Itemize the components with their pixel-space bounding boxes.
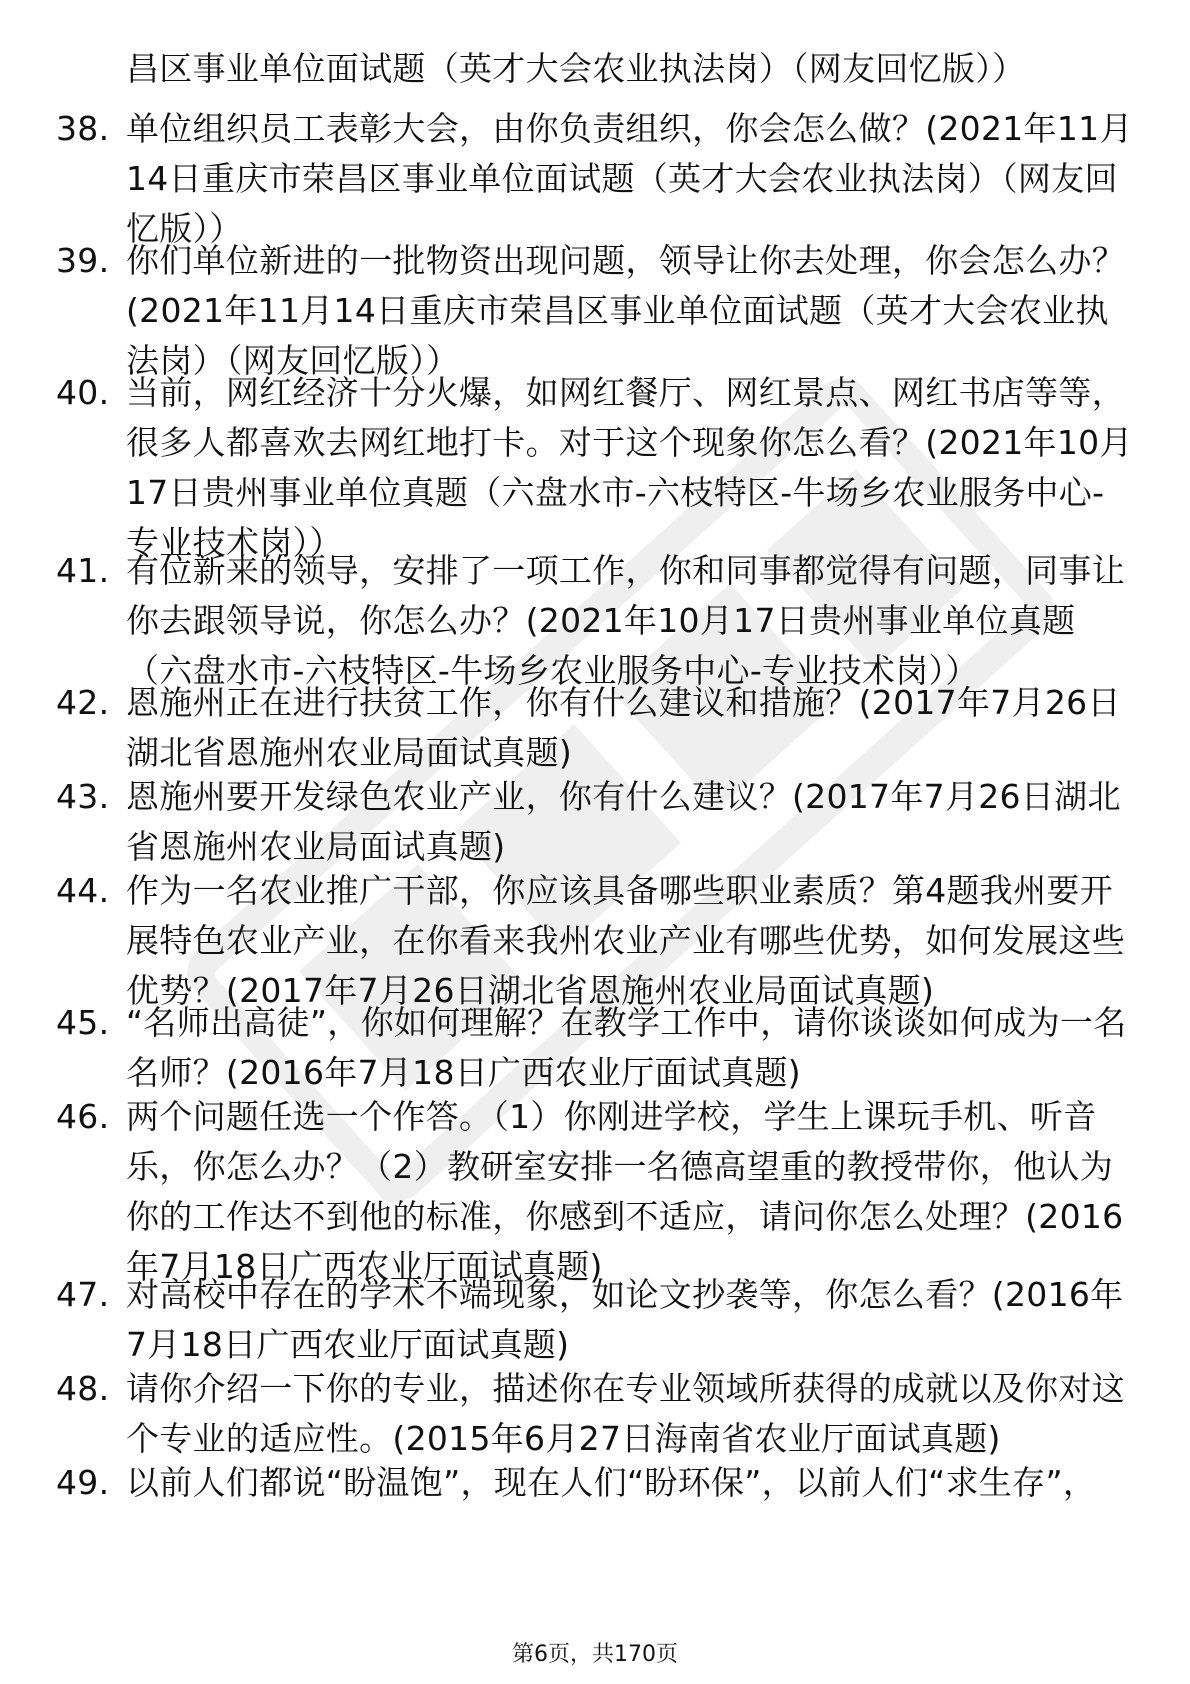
question-item xyxy=(56,866,1136,1016)
question-text: 以前人们都说“盼温饱”，现在人们“盼环保”，以前人们“求生存”， xyxy=(126,1463,1097,1502)
continuation-text: 昌区事业单位面试题（英才大会农业执法岗）（网友回忆版）） xyxy=(126,49,1026,88)
question-number: 48. xyxy=(56,1369,110,1408)
question-number: 39. xyxy=(56,241,110,280)
question-item xyxy=(56,678,1136,778)
question-number: 43. xyxy=(56,777,110,816)
question-text: 恩施州正在进行扶贫工作，你有什么建议和措施？(2017年7月26日湖北省恩施州农业局面试真题) xyxy=(126,683,1121,772)
question-item xyxy=(56,1364,1136,1464)
question-number: 47. xyxy=(56,1275,110,1314)
question-text: 请你介绍一下你的专业，描述你在专业领域所获得的成就以及你对这个专业的适应性。(2015年6月27日海南省农业厅面试真题) xyxy=(126,1369,1125,1458)
question-item xyxy=(56,1270,1136,1370)
question-item xyxy=(56,998,1136,1098)
question-text: 恩施州要开发绿色农业产业，你有什么建议？(2017年7月26日湖北省恩施州农业局面试真题) xyxy=(126,777,1121,866)
question-text: 当前，网红经济十分火爆，如网红餐厅、网红景点、网红书店等等，很多人都喜欢去网红地打卡。对于这个现象你怎么看？(2021年10月17日贵州事业单位真题（六盘水市-六枝特区-牛场乡农业服务中心-专业技术岗）） xyxy=(126,373,1133,562)
question-item xyxy=(56,104,1136,254)
question-text: 你们单位新进的一批物资出现问题，领导让你去处理，你会怎么办？(2021年11月14日重庆市荣昌区事业单位面试题（英才大会农业执法岗）（网友回忆版）） xyxy=(126,241,1125,380)
question-text: 作为一名农业推广干部，你应该具备哪些职业素质？第4题我州要开展特色农业产业，在你看来我州农业产业有哪些优势，如何发展这些优势？(2017年7月26日湖北省恩施州农业局面试真题) xyxy=(126,871,1125,1010)
question-number: 49. xyxy=(56,1463,110,1502)
question-text: “名师出高徒”，你如何理解？在教学工作中，请你谈谈如何成为一名名师？(2016年7月18日广西农业厅面试真题) xyxy=(126,1003,1127,1092)
question-number: 40. xyxy=(56,373,110,412)
question-number: 38. xyxy=(56,109,110,148)
page-footer: 第6页，共170页 xyxy=(512,1642,678,1667)
question-number: 41. xyxy=(56,551,110,590)
question-item xyxy=(56,546,1136,696)
question-text: 两个问题任选一个作答。（1）你刚进学校，学生上课玩手机、听音乐，你怎么办？（2）教研室安排一名德高望重的教授带你，他认为你的工作达不到他的标准，你感到不适应，请问你怎么处理？(2016年7月18日广西农业厅面试真题) xyxy=(126,1097,1124,1286)
question-text: 有位新来的领导，安排了一项工作，你和同事都觉得有问题，同事让你去跟领导说，你怎么办？(2021年10月17日贵州事业单位真题（六盘水市-六枝特区-牛场乡农业服务中心-专业技术岗）） xyxy=(126,551,1125,690)
question-text: 对高校中存在的学术不端现象，如论文抄袭等，你怎么看？(2016年7月18日广西农业厅面试真题) xyxy=(126,1275,1124,1364)
question-number: 46. xyxy=(56,1097,110,1136)
question-number: 45. xyxy=(56,1003,110,1042)
question-number: 44. xyxy=(56,871,110,910)
question-item xyxy=(56,368,1136,568)
question-text: 单位组织员工表彰大会，由你负责组织，你会怎么做？(2021年11月14日重庆市荣昌区事业单位面试题（英才大会农业执法岗）（网友回忆版）） xyxy=(126,109,1133,248)
question-number: 42. xyxy=(56,683,110,722)
question-item xyxy=(56,1092,1136,1292)
question-item xyxy=(56,236,1136,386)
question-item xyxy=(56,772,1136,872)
question-item xyxy=(56,1458,1136,1508)
